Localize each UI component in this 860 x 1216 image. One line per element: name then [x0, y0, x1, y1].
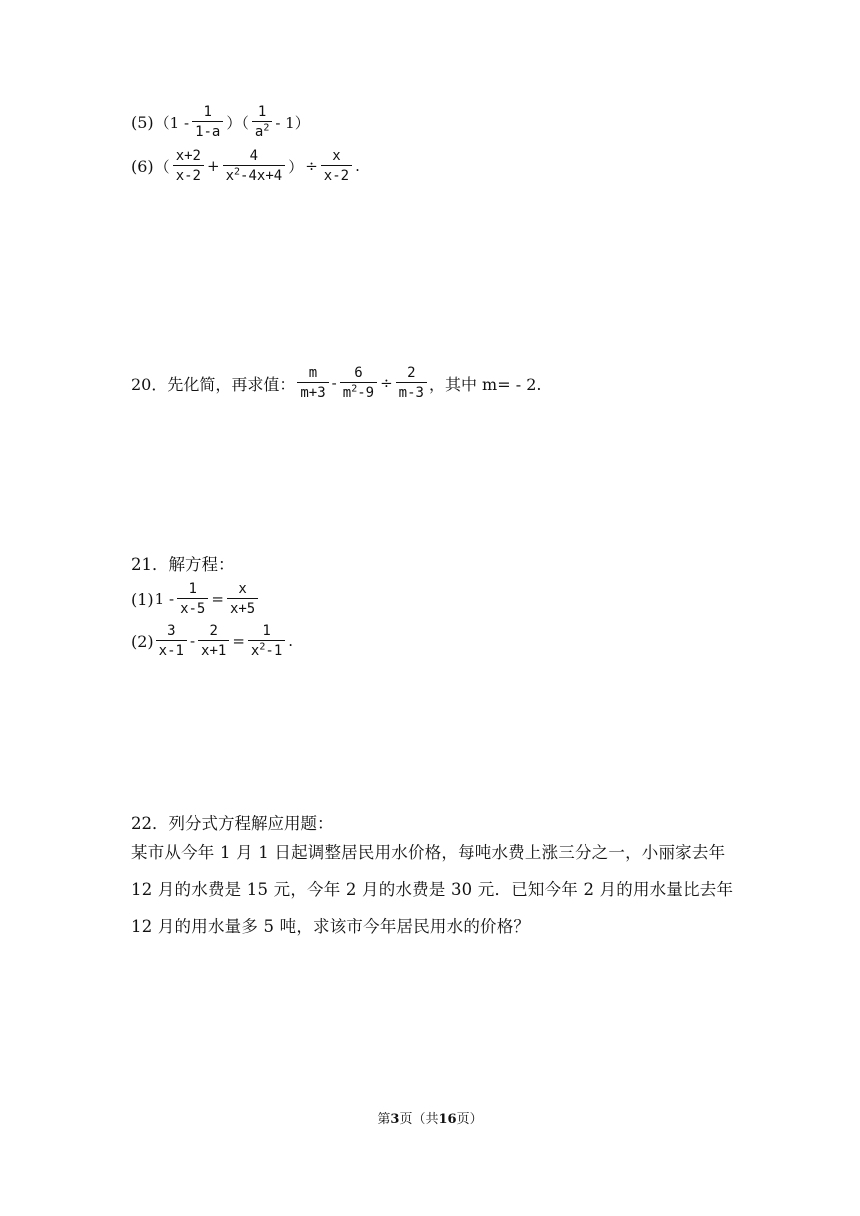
footer-suffix: 页）: [456, 1112, 483, 1127]
part-label: (5): [131, 112, 154, 132]
denominator: x-5: [177, 598, 208, 617]
divide-sign: ÷: [380, 374, 393, 392]
fraction: [340, 365, 377, 401]
numerator: 4: [249, 148, 259, 164]
period: .: [355, 157, 360, 175]
problem-21-1: [131, 581, 260, 617]
fraction: [198, 623, 229, 659]
footer-middle: 页（共: [399, 1112, 439, 1127]
question-22-body: [131, 834, 751, 945]
fraction: [223, 148, 286, 184]
question-22-title: 22．列分式方程解应用题：: [131, 814, 334, 833]
minus-sign: -: [331, 374, 337, 392]
numerator: 1: [188, 581, 197, 597]
paren-group: ）（: [226, 113, 249, 132]
part-label: (6): [131, 156, 154, 176]
plus-sign: +: [206, 157, 220, 175]
part-label: (1): [131, 589, 154, 609]
numerator: x+2: [175, 148, 201, 164]
divide-sign: ÷: [305, 157, 318, 175]
close-paren: ）: [288, 157, 304, 176]
problem-19-5: [131, 104, 311, 140]
body-line-2: 12 月的水费是 15 元，今年 2 月的水费是 30 元．已知今年 2 月的用水量比去年: [131, 880, 734, 899]
footer-prefix: 第: [377, 1112, 391, 1127]
denominator: x+5: [227, 598, 258, 617]
numerator: x: [238, 581, 247, 597]
numerator: 6: [354, 365, 363, 381]
problem-19-6: [131, 148, 361, 184]
fraction: [156, 623, 187, 659]
denominator: x+1: [198, 640, 229, 659]
problem-20: [131, 365, 541, 401]
fraction: [227, 581, 258, 617]
numerator: 2: [209, 623, 218, 639]
minus-sign: -: [189, 632, 196, 650]
numerator: 1: [257, 104, 267, 120]
denominator: x-2: [321, 165, 352, 184]
open-paren: （: [154, 157, 170, 176]
fraction: [396, 365, 427, 401]
body-line-1: 某市从今年 1 月 1 日起调整居民用水价格，每吨水费上涨三分之一，小丽家去年: [131, 843, 726, 862]
fraction: [177, 581, 208, 617]
question-prompt: 20．先化简，再求值：: [131, 374, 296, 394]
fraction: [173, 148, 204, 184]
denominator: $x^2-4x+4$: [223, 165, 286, 184]
part-label: (2): [131, 631, 154, 651]
fraction: [192, 104, 223, 140]
denominator: m+3: [297, 382, 328, 401]
denominator: x-2: [173, 165, 204, 184]
tail: - 1）: [275, 113, 310, 132]
numerator: x: [332, 148, 341, 164]
numerator: 1: [262, 623, 271, 639]
page-number: 3: [390, 1112, 400, 1127]
condition-text: ，其中 m= - 2.: [428, 374, 542, 394]
denominator: m-3: [396, 382, 427, 401]
page-footer: [0, 1108, 860, 1127]
fraction: [252, 104, 272, 140]
equals-sign: =: [211, 590, 224, 608]
body-line-3: 12 月的用水量多 5 吨，求该市今年居民用水的价格？: [131, 917, 531, 936]
total-pages: 16: [438, 1112, 457, 1127]
denominator: $x^2-1$: [248, 640, 285, 659]
numerator: m: [308, 365, 318, 381]
question-21-title: 21．解方程：: [131, 555, 235, 574]
numerator: 1: [203, 104, 212, 120]
equals-sign: =: [232, 632, 245, 650]
denominator: 1-a: [192, 121, 223, 140]
lead-term: 1 -: [154, 590, 175, 608]
fraction: [321, 148, 352, 184]
denominator: $m^2-9$: [340, 382, 377, 401]
open-paren: （1 -: [154, 113, 190, 132]
fraction: [297, 365, 328, 401]
denominator: $a^2$: [252, 121, 272, 140]
numerator: 3: [167, 623, 176, 639]
problem-21-2: [131, 623, 294, 659]
period: .: [288, 632, 294, 650]
numerator: 2: [407, 365, 416, 381]
fraction: [248, 623, 285, 659]
denominator: x-1: [156, 640, 187, 659]
